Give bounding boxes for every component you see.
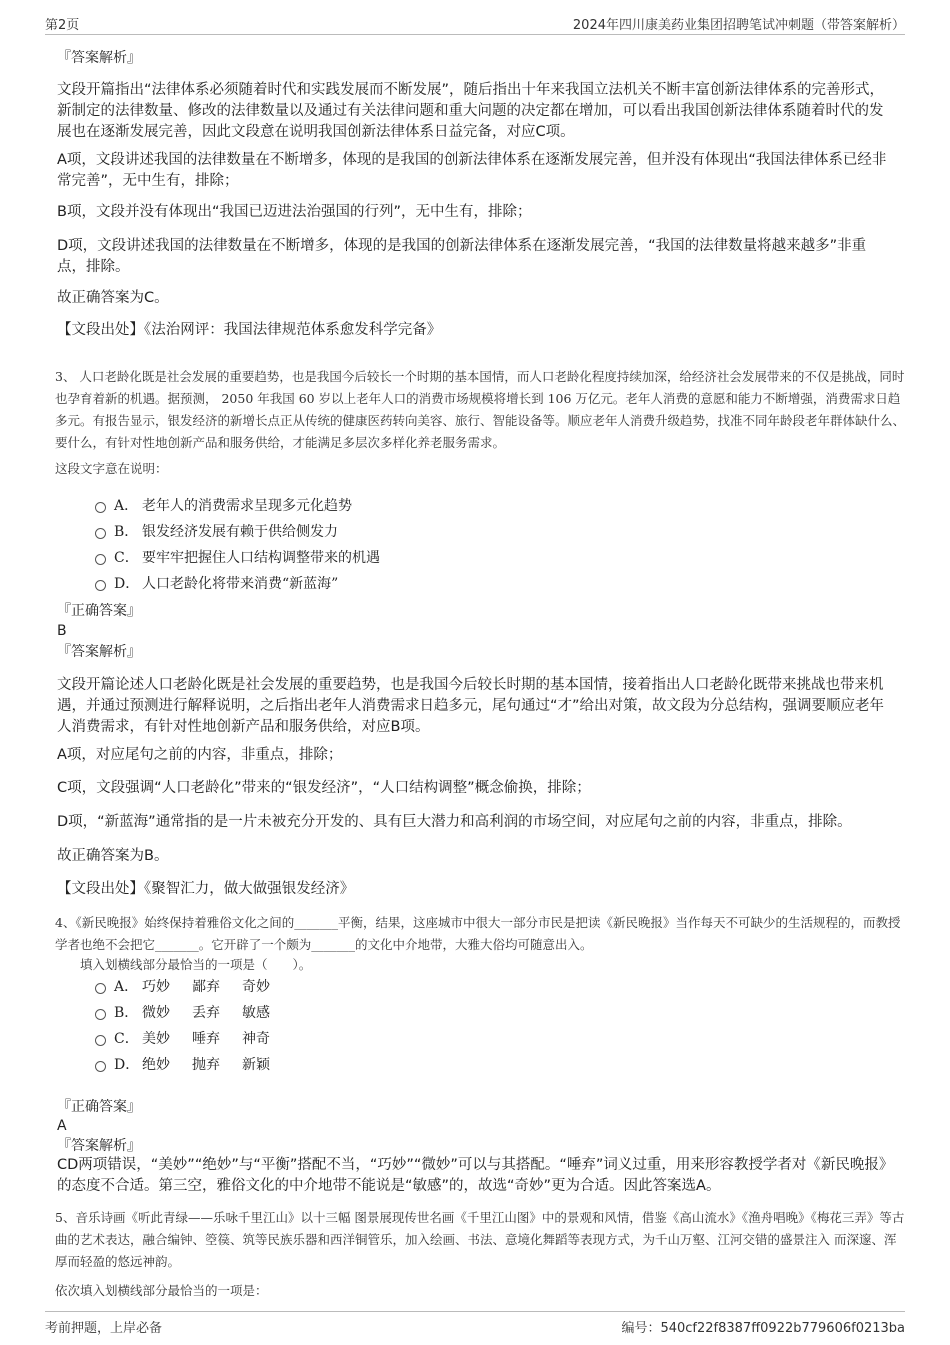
- q4-answer-heading: 『正确答案』: [57, 1099, 141, 1115]
- q3-option-a[interactable]: A． 老年人的消费需求呈现多元化趋势: [95, 495, 352, 517]
- q4-prompt: 填入划横线部分最恰当的一项是（ ）。: [80, 957, 312, 972]
- q3-stem: 3、 人口老龄化既是社会发展的重要趋势，也是我国今后较长一个时期的基本国情，而人口老龄化程度持续加深，给经济社会发展带来的不仅是挑战，同时也孕育着新的机遇。据预测， 2050 年我国 60 岁以上老年人口的消费市场规模将增长到 106 万亿元。老年人消费的意愿和能力不断增强，消费需求日趋多元。有报告显示，银发经济的新增长点正从传统的健康医药转向美容、旅行、智能设备等。顺应老年人消费升级趋势，找准不同年龄段老年群体缺什么、要什么，有针对性地创新产品和服务供给，才能满足多层次多样化养老服务需求。: [55, 369, 906, 450]
- q2-analysis-pa: A项，文段讲述我国的法律数量在不断增多，体现的是我国的创新法律体系在逐渐发展完善，但并没有体现出“我国法律体系已经非常完善”，无中生有，排除；: [57, 152, 887, 189]
- radio-icon[interactable]: [95, 528, 106, 539]
- footer-slogan: 考前押题，上岸必备: [45, 1321, 163, 1336]
- q4-option-b[interactable]: B． 微妙 丢弃 敏感: [95, 1002, 270, 1024]
- q3-answer: B: [57, 623, 67, 639]
- radio-icon[interactable]: [95, 1009, 106, 1020]
- radio-icon[interactable]: [95, 1035, 106, 1046]
- q4-option-d[interactable]: D． 绝妙 抛弃 新颖: [95, 1054, 270, 1076]
- q2-analysis-pd: D项，文段讲述我国的法律数量在不断增多，体现的是我国的创新法律体系在逐渐发展完善，“我国的法律数量将越来越多”非重点，排除。: [57, 238, 867, 275]
- q3-prompt: 这段文字意在说明：: [55, 461, 168, 476]
- q3-option-c[interactable]: C． 要牢牢把握住人口结构调整带来的机遇: [95, 547, 380, 569]
- q3-analysis-pd: D项，“新蓝海”通常指的是一片未被充分开发的、具有巨大潜力和高利润的市场空间，对应尾句之前的内容，非重点，排除。: [57, 814, 852, 830]
- q3-conclusion: 故正确答案为B。: [57, 848, 169, 864]
- page-footer: [45, 1311, 905, 1336]
- document-title: 2024年四川康美药业集团招聘笔试冲刺题（带答案解析）: [572, 18, 905, 33]
- q2-conclusion: 故正确答案为C。: [57, 290, 169, 306]
- q3-analysis-p1: 文段开篇论述人口老龄化既是社会发展的重要趋势，也是我国今后较长时期的基本国情，接着指出人口老龄化既带来挑战也带来机遇，并通过预测进行解释说明，之后指出老年人消费需求日趋多元，尾句通过“才”给出对策，故文段为分总结构，强调要顺应老年人消费需求，有针对性地创新产品和服务供给，对应B项。: [57, 677, 885, 735]
- radio-icon[interactable]: [95, 502, 106, 513]
- page-header: [45, 12, 905, 35]
- q4-option-c[interactable]: C． 美妙 唾弃 神奇: [95, 1028, 270, 1050]
- radio-icon[interactable]: [95, 580, 106, 591]
- radio-icon[interactable]: [95, 983, 106, 994]
- q2-source: 【文段出处】《法治网评：我国法律规范体系愈发科学完备》: [57, 322, 442, 338]
- q2-analysis-pb: B项，文段并没有体现出“我国已迈进法治强国的行列”，无中生有，排除；: [57, 204, 532, 220]
- q4-analysis: CD两项错误，“美妙”“绝妙”与“平衡”搭配不当，“巧妙”“微妙”可以与其搭配。“唾弃”词义过重，用来形容教授学者对《新民晚报》的态度不合适。第三空，雅俗文化的中介地带不能说是“敏感”的，故选“奇妙”更为合适。因此答案选A。: [57, 1157, 887, 1194]
- document-id: 编号：540cf22f8387ff0922b779606f0213ba: [621, 1321, 905, 1336]
- q4-stem: 4、《新民晚报》始终保持着雅俗文化之间的_______平衡，结果，这座城市中很大一部分市民是把读《新民晚报》当作每天不可缺少的生活规程的，而教授学者也绝不会把它_______。它开辟了一个颇为_______的文化中介地带，大雅大俗均可随意出入。: [55, 915, 901, 952]
- q3-analysis-pc: C项，文段强调“人口老龄化”带来的“银发经济”，“人口结构调整”概念偷换，排除；: [57, 780, 591, 796]
- q3-option-b[interactable]: B． 银发经济发展有赖于供给侧发力: [95, 521, 338, 543]
- q3-analysis-pa: A项，对应尾句之前的内容，非重点，排除；: [57, 747, 343, 763]
- q4-option-a[interactable]: A． 巧妙 鄙弃 奇妙: [95, 976, 270, 998]
- q2-analysis-p1: 文段开篇指出“法律体系必须随着时代和实践发展而不断发展”，随后指出十年来我国立法机关不断丰富创新法律体系的完善形式，新制定的法律数量、修改的法律数量以及通过有关法律问题和重大问题的决定都在增加，可以看出我国创新法律体系随着时代的发展也在逐渐发展完善，因此文段意在说明我国创新法律体系日益完备，对应C项。: [57, 82, 885, 140]
- radio-icon[interactable]: [95, 554, 106, 565]
- q5-stem: 5、音乐诗画《听此青绿——乐咏千里江山》以十三幅 图景展现传世名画《千里江山图》中的景观和风情，借鉴《高山流水》《渔舟唱晚》《梅花三弄》等古曲的艺术表达，融合编钟、箜篌、筑等民族乐器和西洋铜管乐，加入绘画、书法、意境化舞蹈等表现方式，为千山万壑、江河交错的盛景注入 而深邃、浑厚而轻盈的悠远神韵。: [55, 1210, 905, 1269]
- q4-answer: A: [57, 1118, 67, 1134]
- q3-source: 【文段出处】《聚智汇力，做大做强银发经济》: [57, 881, 355, 897]
- page-number: 第2页: [45, 18, 80, 33]
- q4-analysis-heading: 『答案解析』: [57, 1138, 141, 1154]
- q3-analysis-heading: 『答案解析』: [57, 644, 141, 660]
- q3-option-d[interactable]: D． 人口老龄化将带来消费“新蓝海”: [95, 573, 338, 595]
- q2-analysis-heading: 『答案解析』: [57, 50, 141, 66]
- q5-prompt: 依次填入划横线部分最恰当的一项是：: [55, 1283, 268, 1298]
- q3-answer-heading: 『正确答案』: [57, 603, 141, 619]
- radio-icon[interactable]: [95, 1061, 106, 1072]
